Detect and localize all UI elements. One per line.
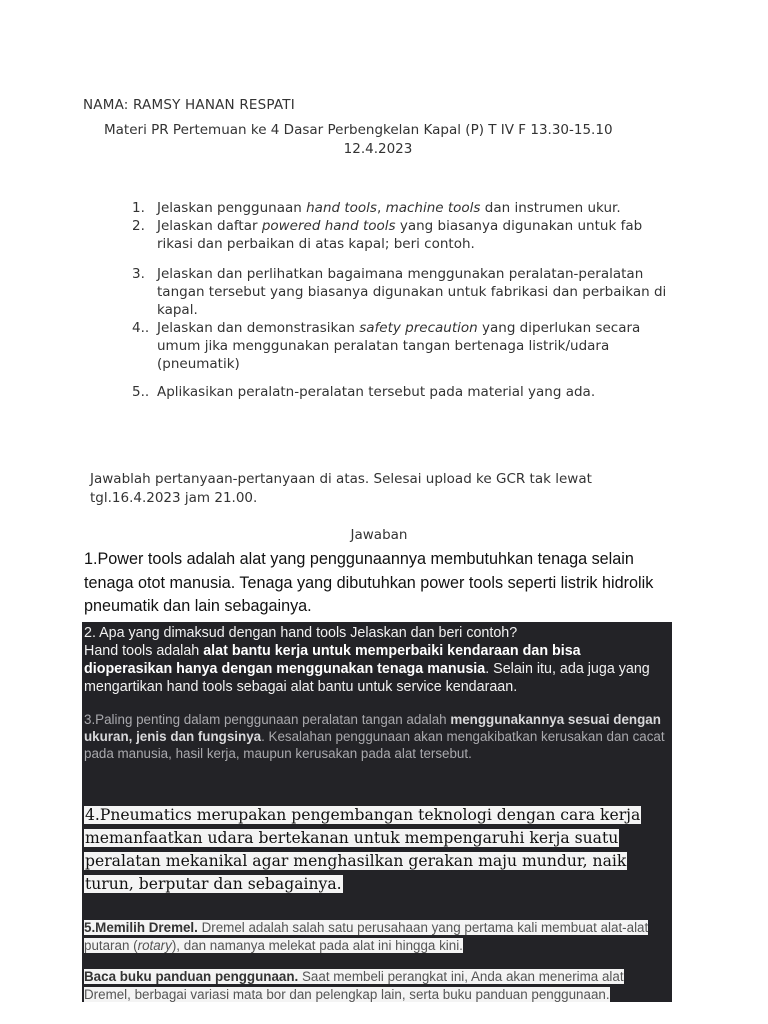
- assignment-header: [104, 121, 674, 159]
- question-number: 4..: [132, 320, 150, 336]
- answer-6-text: Baca buku panduan penggunaan. Saat membeli perangkat ini, Anda akan menerima alat Dremel, berbagai variasi mata bor dan pelengkap lain, serta buku panduan penggunaan.: [84, 969, 624, 1002]
- answer-4-text: 4.Pneumatics merupakan pengembangan teknologi dengan cara kerja memanfaatkan udara bertekanan untuk mempengaruhi kerja suatu peralatan mekanikal agar menghasilkan gerakan maju mundur, naik turun, berputar dan sebagainya.: [85, 806, 641, 893]
- answers-heading: Jawaban: [350, 527, 408, 543]
- answer-4: [84, 804, 674, 896]
- question-item: [132, 199, 672, 217]
- student-name: NAMA: RAMSY HANAN RESPATI: [83, 97, 295, 113]
- question-number: 1.: [132, 200, 145, 216]
- question-number: 3.: [132, 266, 145, 282]
- question-text: Jelaskan dan perlihatkan bagaimana menggunakan peralatan-peralatan tangan tersebut yang biasanya digunakan untuk fabrikasi dan perbaikan di kapal.: [157, 266, 667, 318]
- answer-2: [84, 624, 672, 696]
- question-list: [132, 199, 672, 401]
- answer-5: [84, 919, 672, 954]
- question-number: 5..: [132, 384, 150, 400]
- assignment-date: 12.4.2023: [343, 141, 413, 157]
- answer-2-text: Hand tools adalah alat bantu kerja untuk memperbaiki kendaraan dan bisa dioperasikan hanya dengan menggunakan tenaga manusia. Selain itu, ada juga yang mengartikan hand tools sebagai alat bantu untuk service kendaraan.: [84, 643, 650, 695]
- question-item: [132, 265, 672, 319]
- answer-5-text: 5.Memilih Dremel. Dremel adalah salah satu perusahaan yang pertama kali membuat alat-alat putaran (rotary), dan namanya melekat pada alat ini hingga kini.: [84, 920, 649, 953]
- question-text: Jelaskan dan demonstrasikan safety precaution yang diperlukan secara umum jika menggunakan peralatan tangan bertenaga listrik/udara (pneumatik): [157, 320, 641, 372]
- question-text: Jelaskan daftar powered hand tools yang biasanya digunakan untuk fab rikasi dan perbaikan di atas kapal; beri contoh.: [157, 218, 643, 252]
- answer-3: 3.Paling penting dalam penggunaan peralatan tangan adalah menggunakannya sesuai dengan ukuran, jenis dan fungsinya. Kesalahan penggunaan akan mengakibatkan kerusakan dan cacat pada manusia, hasil kerja, maupun kerusakan pada alat tersebut.: [84, 712, 665, 761]
- instruction-text: Jawablah pertanyaan-pertanyaan di atas. Selesai upload ke GCR tak lewat tgl.16.4.2023 jam 21.00.: [90, 471, 592, 506]
- answer-2-question: 2. Apa yang dimaksud dengan hand tools Jelaskan dan beri contoh?: [84, 625, 518, 641]
- question-item: [132, 217, 672, 253]
- question-number: 2.: [132, 218, 145, 234]
- answer-6: [84, 968, 672, 1003]
- course-info: Materi PR Pertemuan ke 4 Dasar Perbengkelan Kapal (P) T IV F 13.30-15.10: [104, 122, 613, 138]
- question-item: [132, 319, 672, 373]
- answer-1: 1.Power tools adalah alat yang penggunaannya membutuhkan tenaga selain tenaga otot manusia. Tenaga yang dibutuhkan power tools seperti listrik hidrolik pneumatik dan lain sebagainya.: [84, 550, 654, 615]
- question-text: Aplikasikan peralatn-peralatan tersebut pada material yang ada.: [157, 384, 596, 400]
- question-item: [132, 383, 672, 401]
- question-text: Jelaskan penggunaan hand tools, machine tools dan instrumen ukur.: [157, 200, 621, 216]
